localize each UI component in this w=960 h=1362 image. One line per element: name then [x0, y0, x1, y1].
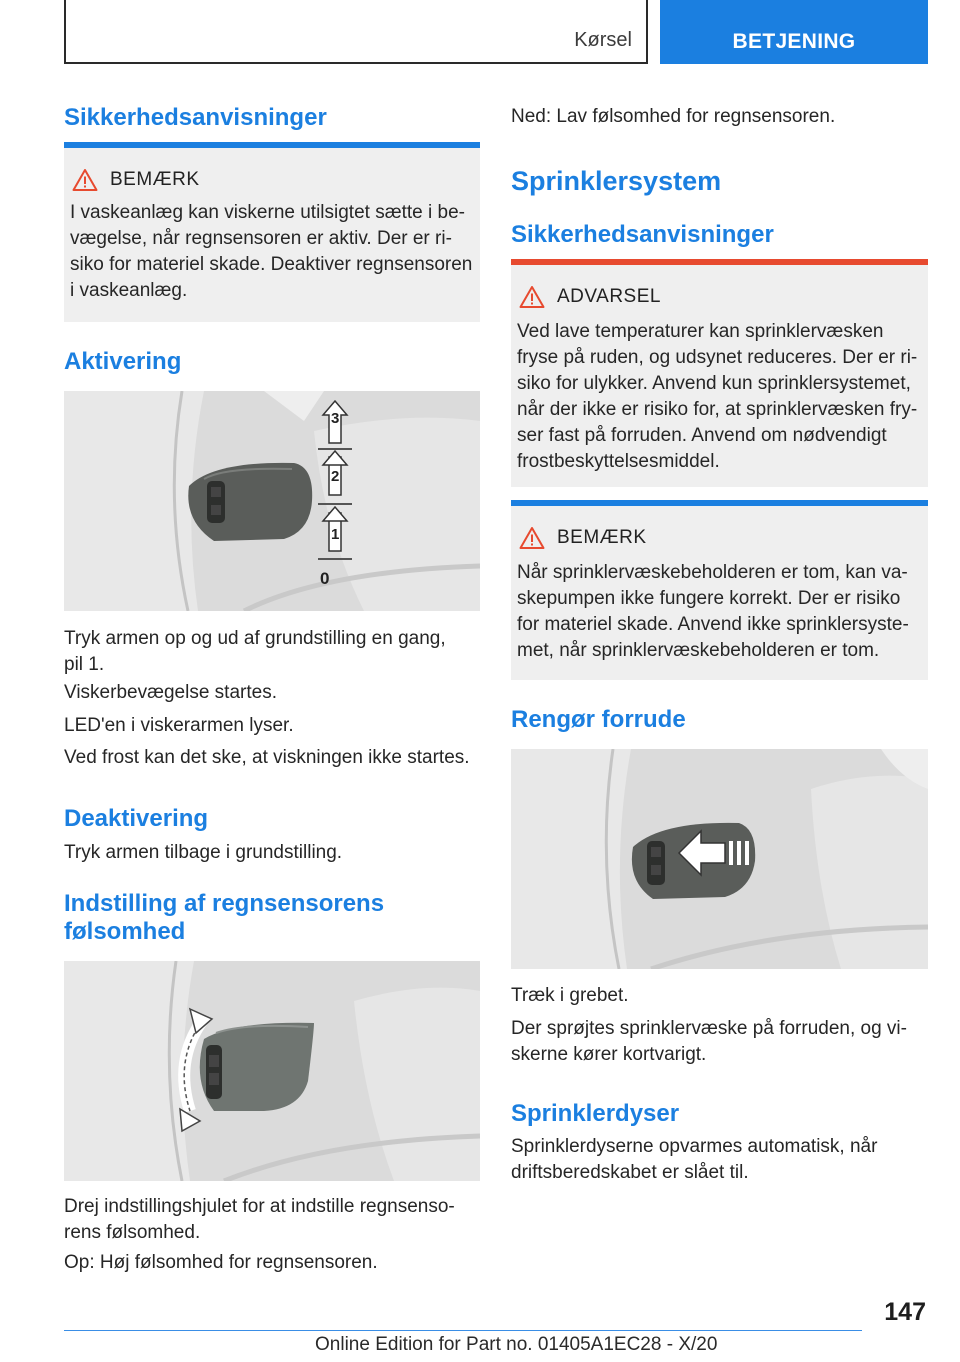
sensitivity-text [64, 1194, 455, 1246]
safety-heading: Sikkerhedsanvisninger [64, 104, 327, 131]
warning-text [517, 319, 917, 475]
header-section: Kørsel [574, 29, 632, 51]
warning-triangle-icon [519, 285, 545, 309]
text-line: Tryk armen op og ud af grundstilling en gang, [64, 628, 446, 649]
header-section-box [64, 0, 648, 64]
activation-p3: LED'en i viskerarmen lyser. [64, 715, 294, 736]
warning-triangle-icon [72, 168, 98, 192]
nozzles-text [511, 1134, 877, 1186]
text-line: rens følsomhed. [64, 1222, 201, 1243]
note-bar [511, 500, 928, 506]
warning-line: når der ikke er risiko for, at sprinklervæsken fry- [517, 399, 918, 420]
note-line: vægelse, når regnsensoren er aktiv. Der er ri- [70, 228, 452, 249]
warning-triangle-icon [519, 526, 545, 550]
deactivation-heading: Deaktivering [64, 805, 209, 832]
text-line: Sprinklerdyserne opvarmes automatisk, når [511, 1136, 878, 1157]
note-line: Når sprinklervæskebeholderen er tom, kan va- [517, 562, 908, 583]
clean-illustration [511, 749, 928, 969]
footer-edition: Online Edition for Part no. 01405A1EC28 - X/20 [315, 1334, 718, 1355]
sensitivity-illustration [64, 961, 480, 1181]
note-bar [64, 142, 480, 148]
header-tab-betjening[interactable]: BETJENING [660, 0, 928, 64]
arrow-label: 1 [331, 526, 340, 543]
note-line: skepumpen ikke fungere korrekt. Der er risiko [517, 588, 901, 609]
nozzles-heading: Sprinklerdyser [511, 1100, 680, 1127]
deactivation-text: Tryk armen tilbage i grundstilling. [64, 842, 343, 863]
warning-box-advarsel [511, 259, 928, 487]
activation-p2: Viskerbevægelse startes. [64, 682, 277, 703]
note-header [72, 168, 200, 192]
text-line: Der sprøjtes sprinklervæske på forruden, og vi- [511, 1018, 907, 1039]
warning-line: ser fast på forruden. Anvend om nødvendigt [517, 425, 887, 446]
footer-divider [64, 1330, 862, 1331]
heading-line: følsomhed [64, 918, 186, 945]
sprinkler-heading: Sprinklersystem [511, 166, 722, 196]
note-header [519, 526, 647, 550]
note-text [517, 560, 909, 664]
note-line: met, når sprinklervæskebeholderen er tom. [517, 640, 880, 661]
heading-line: Indstilling af regnsensorens [64, 890, 385, 917]
note-line: siko for materiel skade. Deaktiver regnsensoren [70, 254, 473, 275]
activation-illustration [64, 391, 480, 611]
text-line: driftsberedskabet er slået til. [511, 1162, 749, 1183]
sensitivity-down: Ned: Lav følsomhed for regnsensoren. [511, 106, 836, 127]
warning-label: ADVARSEL [557, 286, 661, 307]
note-label: BEMÆRK [557, 527, 647, 548]
warning-line: siko for ulykker. Anvend kun sprinklersystemet, [517, 373, 911, 394]
clean-heading: Rengør forrude [511, 706, 686, 733]
warning-bar [511, 259, 928, 265]
arrow-label: 0 [320, 569, 330, 588]
safety-heading-right: Sikkerhedsanvisninger [511, 221, 774, 248]
arrow-label: 2 [331, 468, 340, 485]
activation-heading: Aktivering [64, 348, 182, 375]
note-line: for materiel skade. Anvend ikke sprinklersyste- [517, 614, 909, 635]
clean-p1: Træk i grebet. [511, 985, 629, 1006]
note-text [70, 200, 472, 304]
warning-header [519, 285, 661, 309]
clean-p2 [511, 1016, 907, 1068]
activation-p4: Ved frost kan det ske, at viskningen ikke startes. [64, 747, 470, 768]
text-line: pil 1. [64, 654, 105, 675]
text-line: skerne kører kortvarigt. [511, 1044, 707, 1065]
warning-line: Ved lave temperaturer kan sprinklervæsken [517, 321, 884, 342]
activation-text [64, 626, 446, 678]
sensitivity-up: Op: Høj følsomhed for regnsensoren. [64, 1252, 378, 1273]
note-line: i vaskeanlæg. [70, 280, 188, 301]
note-box-bemaerk-2 [511, 500, 928, 680]
text-line: Drej indstillingshjulet for at indstille regnsenso- [64, 1196, 455, 1217]
note-box-bemaerk [64, 142, 480, 322]
sensitivity-heading [64, 890, 384, 946]
warning-line: fryse på ruden, og udsynet reduceres. Der er ri- [517, 347, 918, 368]
warning-line: frostbeskyttelsesmiddel. [517, 451, 720, 472]
note-label: BEMÆRK [110, 169, 200, 190]
note-line: I vaskeanlæg kan viskerne utilsigtet sætte i be- [70, 202, 465, 223]
arrow-label: 3 [331, 410, 340, 427]
page-number: 147 [884, 1298, 926, 1326]
